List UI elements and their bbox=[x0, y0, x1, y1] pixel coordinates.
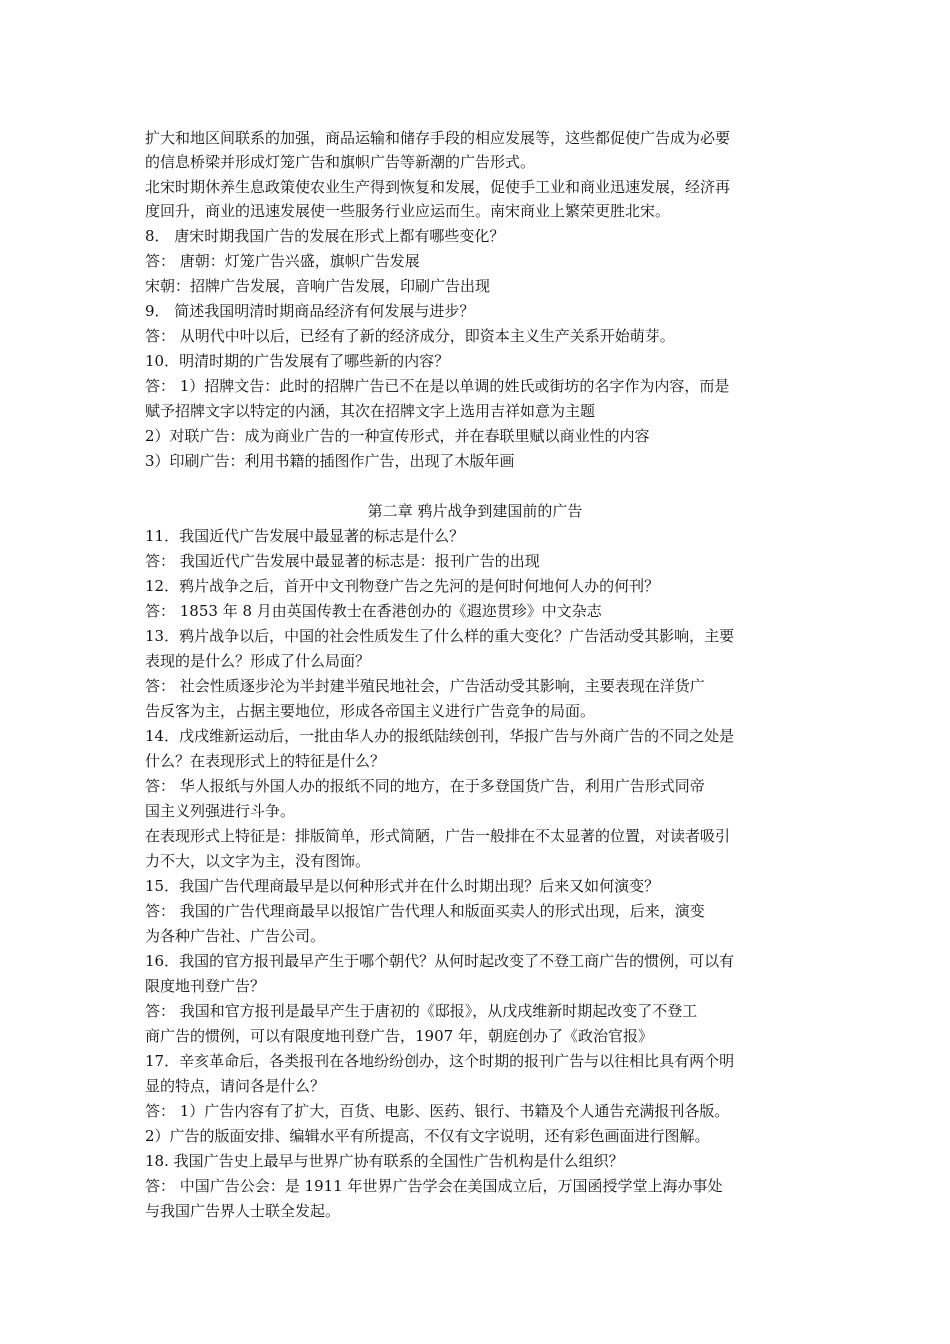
question-11: 11．我国近代广告发展中最显著的标志是什么？ bbox=[145, 527, 465, 545]
answer-18: 答： 中国广告公会：是 1911 年世界广告学会在美国成立后，万国函授学堂上海办事处 bbox=[145, 1177, 723, 1195]
answer-13: 答： 社会性质逐步沦为半封建半殖民地社会，广告活动受其影响，主要表现在洋货广 bbox=[145, 677, 705, 695]
text-line: 与我国广告界人士联全发起。 bbox=[145, 1202, 341, 1220]
answer-17: 答： 1）广告内容有了扩大，百货、电影、医药、银行、书籍及个人通告充满报刊各版。 bbox=[145, 1102, 730, 1120]
text-line: 赋予招牌文字以特定的内涵，其次在招牌文字上选用吉祥如意为主题 bbox=[145, 402, 596, 420]
text-line: 显的特点，请问各是什么？ bbox=[145, 1077, 326, 1095]
answer-14: 答： 华人报纸与外国人办的报纸不同的地方，在于多登国货广告，利用广告形式同帝 bbox=[145, 777, 705, 795]
text-line: 国主义列强进行斗争。 bbox=[145, 802, 296, 820]
text-line: 商广告的惯例，可以有限度地刊登广告，1907 年，朝庭创办了《政治官报》 bbox=[145, 1027, 653, 1045]
question-16: 16．我国的官方报刊最早产生于哪个朝代？从何时起改变了不登工商广告的惯例，可以有 bbox=[145, 952, 735, 970]
text-line: 扩大和地区间联系的加强，商品运输和储存手段的相应发展等，这些都促使广告成为必要 bbox=[145, 129, 731, 147]
question-14: 14．戊戌维新运动后，一批由华人办的报纸陆续创刊，华报广告与外商广告的不同之处是 bbox=[145, 727, 735, 745]
question-17: 17．辛亥革命后，各类报刊在各地纷纷创办，这个时期的报刊广告与以往相比具有两个明 bbox=[145, 1052, 735, 1070]
chapter-heading: 第二章 鸦片战争到建国前的广告 bbox=[367, 502, 583, 520]
answer-8-cont: 宋朝：招牌广告发展，音响广告发展，印刷广告出现 bbox=[145, 277, 491, 295]
text-line: 力不大，以文字为主，没有图饰。 bbox=[145, 852, 371, 870]
text-line: 告反客为主，占据主要地位，形成各帝国主义进行广告竞争的局面。 bbox=[145, 702, 596, 720]
text-line: 为各种广告社、广告公司。 bbox=[145, 927, 326, 945]
text-line: 限度地刊登广告？ bbox=[145, 977, 266, 995]
text-line: 什么？在表现形式上的特征是什么？ bbox=[145, 752, 386, 770]
text-line: 在表现形式上特征是：排版简单，形式简陋，广告一般排在不太显著的位置，对读者吸引 bbox=[145, 827, 731, 845]
question-18: 18. 我国广告史上最早与世界广协有联系的全国性广告机构是什么组织？ bbox=[145, 1152, 624, 1170]
text-line: 度回升，商业的迅速发展使一些服务行业应运而生。南宋商业上繁荣更胜北宋。 bbox=[145, 202, 671, 220]
answer-12: 答： 1853 年 8 月由英国传教士在香港创办的《遐迩贯珍》中文杂志 bbox=[145, 602, 602, 620]
text-line: 的信息桥梁并形成灯笼广告和旗帜广告等新潮的广告形式。 bbox=[145, 153, 536, 171]
answer-9: 答： 从明代中叶以后，已经有了新的经济成分，即资本主义生产关系开始萌芽。 bbox=[145, 327, 675, 345]
question-9: 9． 简述我国明清时期商品经济有何发展与进步？ bbox=[145, 302, 475, 320]
answer-8: 答： 唐朝：灯笼广告兴盛，旗帜广告发展 bbox=[145, 252, 420, 270]
answer-11: 答： 我国近代广告发展中最显著的标志是：报刊广告的出现 bbox=[145, 552, 540, 570]
answer-10: 答： 1）招牌文告：此时的招牌广告已不在是以单调的姓氏或街坊的名字作为内容，而是 bbox=[145, 377, 730, 395]
question-8: 8． 唐宋时期我国广告的发展在形式上都有哪些变化？ bbox=[145, 227, 505, 245]
answer-16: 答： 我国和官方报刊是最早产生于唐初的《邸报》，从戊戌维新时期起改变了不登工 bbox=[145, 1002, 698, 1020]
question-10: 10．明清时期的广告发展有了哪些新的内容？ bbox=[145, 352, 450, 370]
question-12: 12．鸦片战争之后，首开中文刊物登广告之先河的是何时何地何人办的何刊？ bbox=[145, 577, 660, 595]
answer-10-item-3: 3）印刷广告：利用书籍的插图作广告，出现了木版年画 bbox=[145, 452, 515, 470]
text-line: 北宋时期休养生息政策使农业生产得到恢复和发展，促使手工业和商业迅速发展，经济再 bbox=[145, 178, 731, 196]
answer-10-item-2: 2）对联广告：成为商业广告的一种宣传形式，并在春联里赋以商业性的内容 bbox=[145, 427, 650, 445]
text-line: 表现的是什么？形成了什么局面？ bbox=[145, 652, 371, 670]
answer-15: 答： 我国的广告代理商最早以报馆广告代理人和版面买卖人的形式出现，后来，演变 bbox=[145, 902, 705, 920]
question-13: 13．鸦片战争以后，中国的社会性质发生了什么样的重大变化？广告活动受其影响，主要 bbox=[145, 627, 735, 645]
question-15: 15．我国广告代理商最早是以何种形式并在什么时期出现？后来又如何演变？ bbox=[145, 877, 660, 895]
answer-17-item-2: 2）广告的版面安排、编辑水平有所提高，不仅有文字说明，还有彩色画面进行图解。 bbox=[145, 1127, 710, 1145]
